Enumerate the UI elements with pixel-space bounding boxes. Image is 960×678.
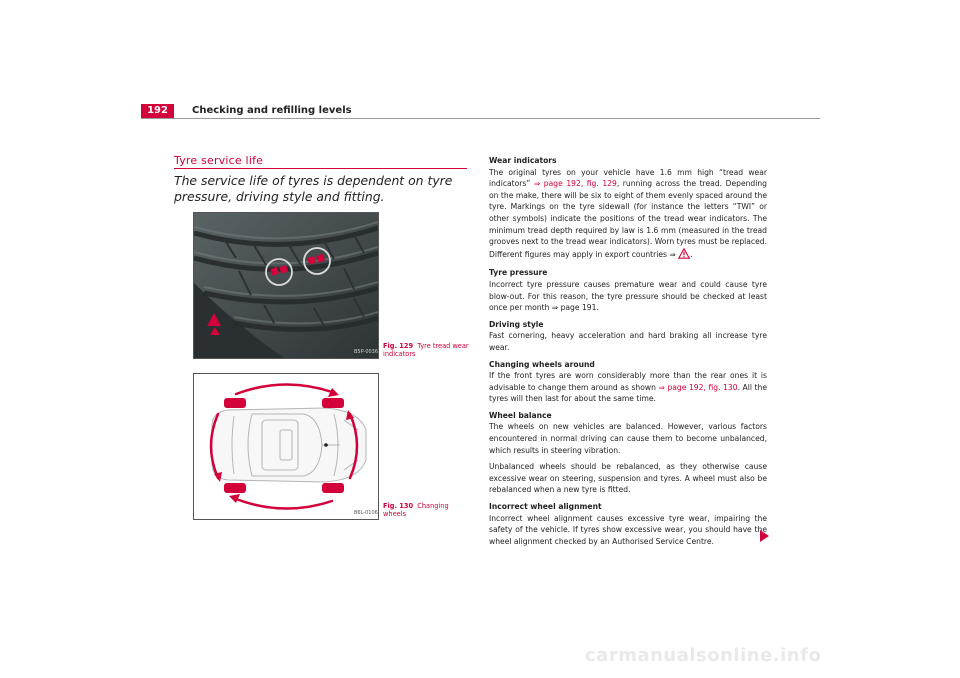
wheel-alignment-heading: Incorrect wheel alignment — [489, 502, 602, 512]
figure-caption — [383, 502, 473, 518]
wear-indicators-heading: Wear indicators — [489, 156, 557, 165]
changing-wheels-heading: Changing wheels around — [489, 359, 595, 369]
wear-indicators-paragraph: The original tyres on your vehicle have 1.6 mm high “tread wear indicators” ⇒ page 192, fig. 129, running across the tread. Depending on the make, there will be six to eight of them evenly spaced around the tyre. Markings on the tyre sidewall (for instance the letters “TWI” or other symbols) indicate the positions of the tread wear indicators. The minimum tread depth required by law is 1.6 mm (measured in the tread grooves next to the tread wear indicators). Worn tyres must be replaced. Different figures may apply in export countries ⇒ . — [489, 167, 767, 263]
wheel-balance-paragraph-2: Unbalanced wheels should be rebalanced, as they otherwise cause excessive wear on steering, suspension and tyres. A wheel must also be rebalanced when a new tyre is fitted. — [489, 462, 767, 495]
section-subtitle: The service life of tyres is dependent on tyre pressure, driving style and fitting. — [174, 173, 453, 204]
figure-caption-text: Tyre tread wear indicators — [383, 342, 469, 358]
figure-code: B6L-0106 — [354, 510, 378, 516]
body-text — [489, 155, 767, 552]
figure-caption — [383, 342, 473, 358]
page-reference-link[interactable]: ⇒ page 192, fig. 129 — [533, 179, 617, 189]
figure-caption-text: Changing wheels — [383, 502, 449, 518]
tyre-pressure-paragraph: Incorrect tyre pressure causes premature wear and could cause tyre blow-out. For this reason, the tyre pressure should be checked at least once per month ⇒ page 191. — [489, 279, 767, 313]
wheel-balance-heading: Wheel balance — [489, 410, 552, 420]
continue-arrow-icon[interactable] — [760, 530, 769, 542]
changing-wheels-paragraph — [489, 370, 767, 405]
text-segment: If the front tyres are worn considerably more than the rear ones it is advisable to change them around as shown — [489, 371, 767, 392]
page-number: 192 — [141, 104, 174, 118]
page-reference-link[interactable]: ⇒ page 192, fig. 130 — [658, 382, 738, 392]
header-divider — [141, 118, 820, 119]
section-title: Tyre service life — [174, 154, 264, 167]
section-divider — [174, 168, 467, 169]
figure-code: B5P-0036 — [354, 349, 378, 355]
tyre-tread-illustration — [194, 213, 378, 358]
watermark: carmanualsonline.info — [585, 645, 822, 666]
text-segment: , running across the tread. Depending on the make, there will be six to eight of them evenly spaced around the tyre. Markings on the tyre sidewall (for instance the letters “TWI” or other symbols) indicate the positions of the tread wear indicators. The minimum tread depth required by law is 1.6 mm (measured in the tread grooves next to the tread wear indicators). Worn tyres must be replaced. Different figures may apply in export countries ⇒ — [489, 179, 767, 259]
text-segment: The original tyres on your vehicle have 1.6 mm high “tread wear indicators” — [489, 167, 767, 189]
driving-style-heading: Driving style — [489, 319, 544, 329]
wheel-balance-paragraph: The wheels on new vehicles are balanced. However, various factors encountered in normal driving can cause them to become unbalanced, which results in steering vibration. — [489, 422, 767, 455]
tyre-pressure-heading: Tyre pressure — [489, 268, 548, 278]
text-segment: . All the tyres will then last for about the same time. — [489, 382, 768, 404]
tyre-tread-figure — [193, 212, 379, 359]
wheel-alignment-paragraph: Incorrect wheel alignment causes excessive tyre wear, impairing the safety of the vehicle. If tyres show excessive wear, you should have the wheel alignment checked by an Authorised Service Centre. — [489, 513, 767, 546]
car-topview-illustration — [194, 374, 378, 519]
warning-triangle-icon[interactable] — [678, 248, 690, 263]
chapter-header: Checking and refilling levels — [192, 105, 352, 116]
wheel-rotation-figure — [193, 373, 379, 520]
driving-style-paragraph: Fast cornering, heavy acceleration and hard braking all increase tyre wear. — [489, 331, 767, 352]
figure-label: Fig. 129 — [383, 342, 414, 350]
figure-label: Fig. 130 — [383, 502, 414, 510]
